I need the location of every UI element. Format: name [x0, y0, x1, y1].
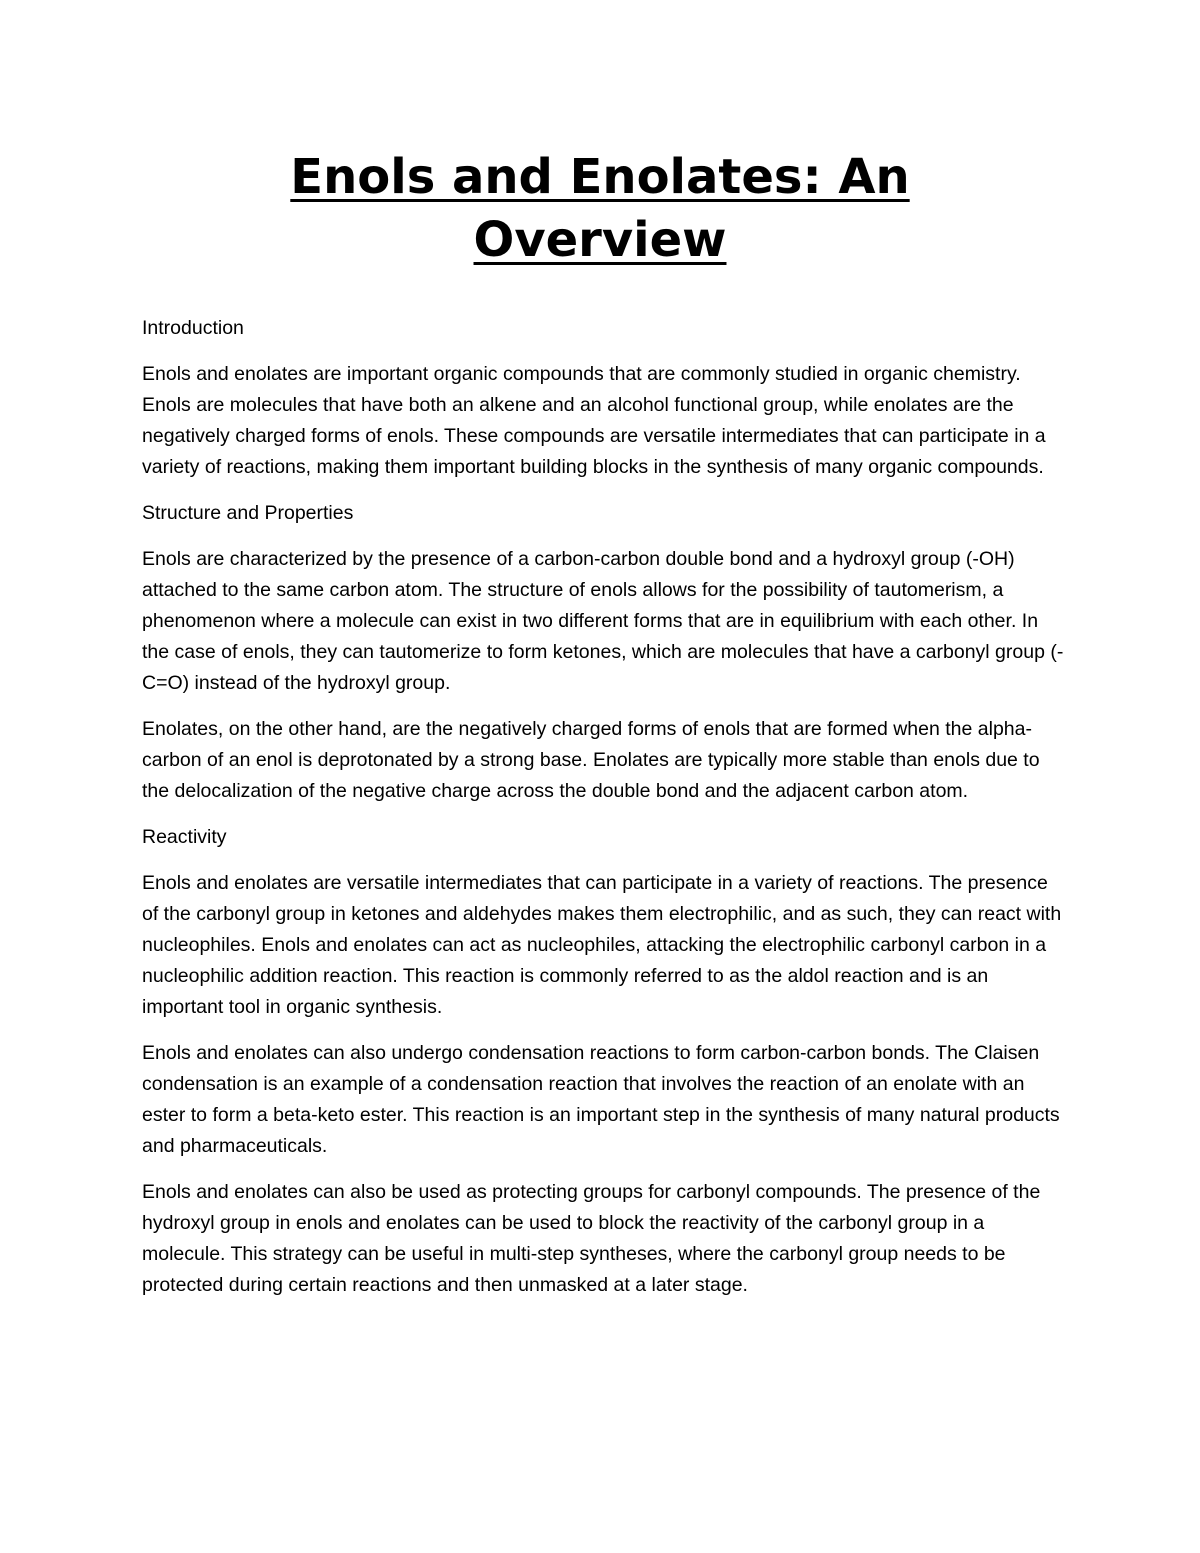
section-heading: Reactivity: [142, 826, 227, 848]
section-structure-and-properties: [142, 498, 1064, 807]
paragraph: Enols and enolates can also be used as protecting groups for carbonyl compounds. The presence of the hydroxyl group in enols and enolates can be used to block the reactivity of the carbonyl group in a molecule. This strategy can be useful in multi-step syntheses, where the carbonyl group needs to be protected during certain reactions and then unmasked at a later stage.: [142, 1181, 1041, 1296]
section-heading: Introduction: [142, 317, 244, 339]
paragraph: Enolates, on the other hand, are the negatively charged forms of enols that are formed when the alpha-carbon of an enol is deprotonated by a strong base. Enolates are typically more stable than enols due to the delocalization of the negative charge across the double bond and the adjacent carbon atom.: [142, 718, 1040, 802]
document-body: [142, 313, 1064, 1316]
paragraph: Enols and enolates can also undergo condensation reactions to form carbon-carbon bonds. The Claisen condensation is an example of a condensation reaction that involves the reaction of an enolate with an ester to form a beta-keto ester. This reaction is an important step in the synthesis of many natural products and pharmaceuticals.: [142, 1042, 1060, 1157]
section-introduction: [142, 313, 1064, 483]
paragraph: Enols and enolates are versatile intermediates that can participate in a variety of reactions. The presence of the carbonyl group in ketones and aldehydes makes them electrophilic, and as such, they can react with nucleophiles. Enols and enolates can act as nucleophiles, attacking the electrophilic carbonyl carbon in a nucleophilic addition reaction. This reaction is commonly referred to as the aldol reaction and is an important tool in organic synthesis.: [142, 872, 1062, 1018]
section-reactivity: [142, 822, 1064, 1301]
section-heading: Structure and Properties: [142, 502, 354, 524]
paragraph: Enols and enolates are important organic compounds that are commonly studied in organic chemistry. Enols are molecules that have both an alkene and an alcohol functional group, while enolates are the negatively charged forms of enols. These compounds are versatile intermediates that can participate in a variety of reactions, making them important building blocks in the synthesis of many organic compounds.: [142, 363, 1046, 478]
document-title: Enols and Enolates: An Overview: [290, 149, 910, 268]
paragraph: Enols are characterized by the presence of a carbon-carbon double bond and a hydroxyl group (-OH) attached to the same carbon atom. The structure of enols allows for the possibility of tautomerism, a phenomenon where a molecule can exist in two different forms that are in equilibrium with each other. In the case of enols, they can tautomerize to form ketones, which are molecules that have a carbonyl group (-C=O) instead of the hydroxyl group.: [142, 548, 1064, 694]
